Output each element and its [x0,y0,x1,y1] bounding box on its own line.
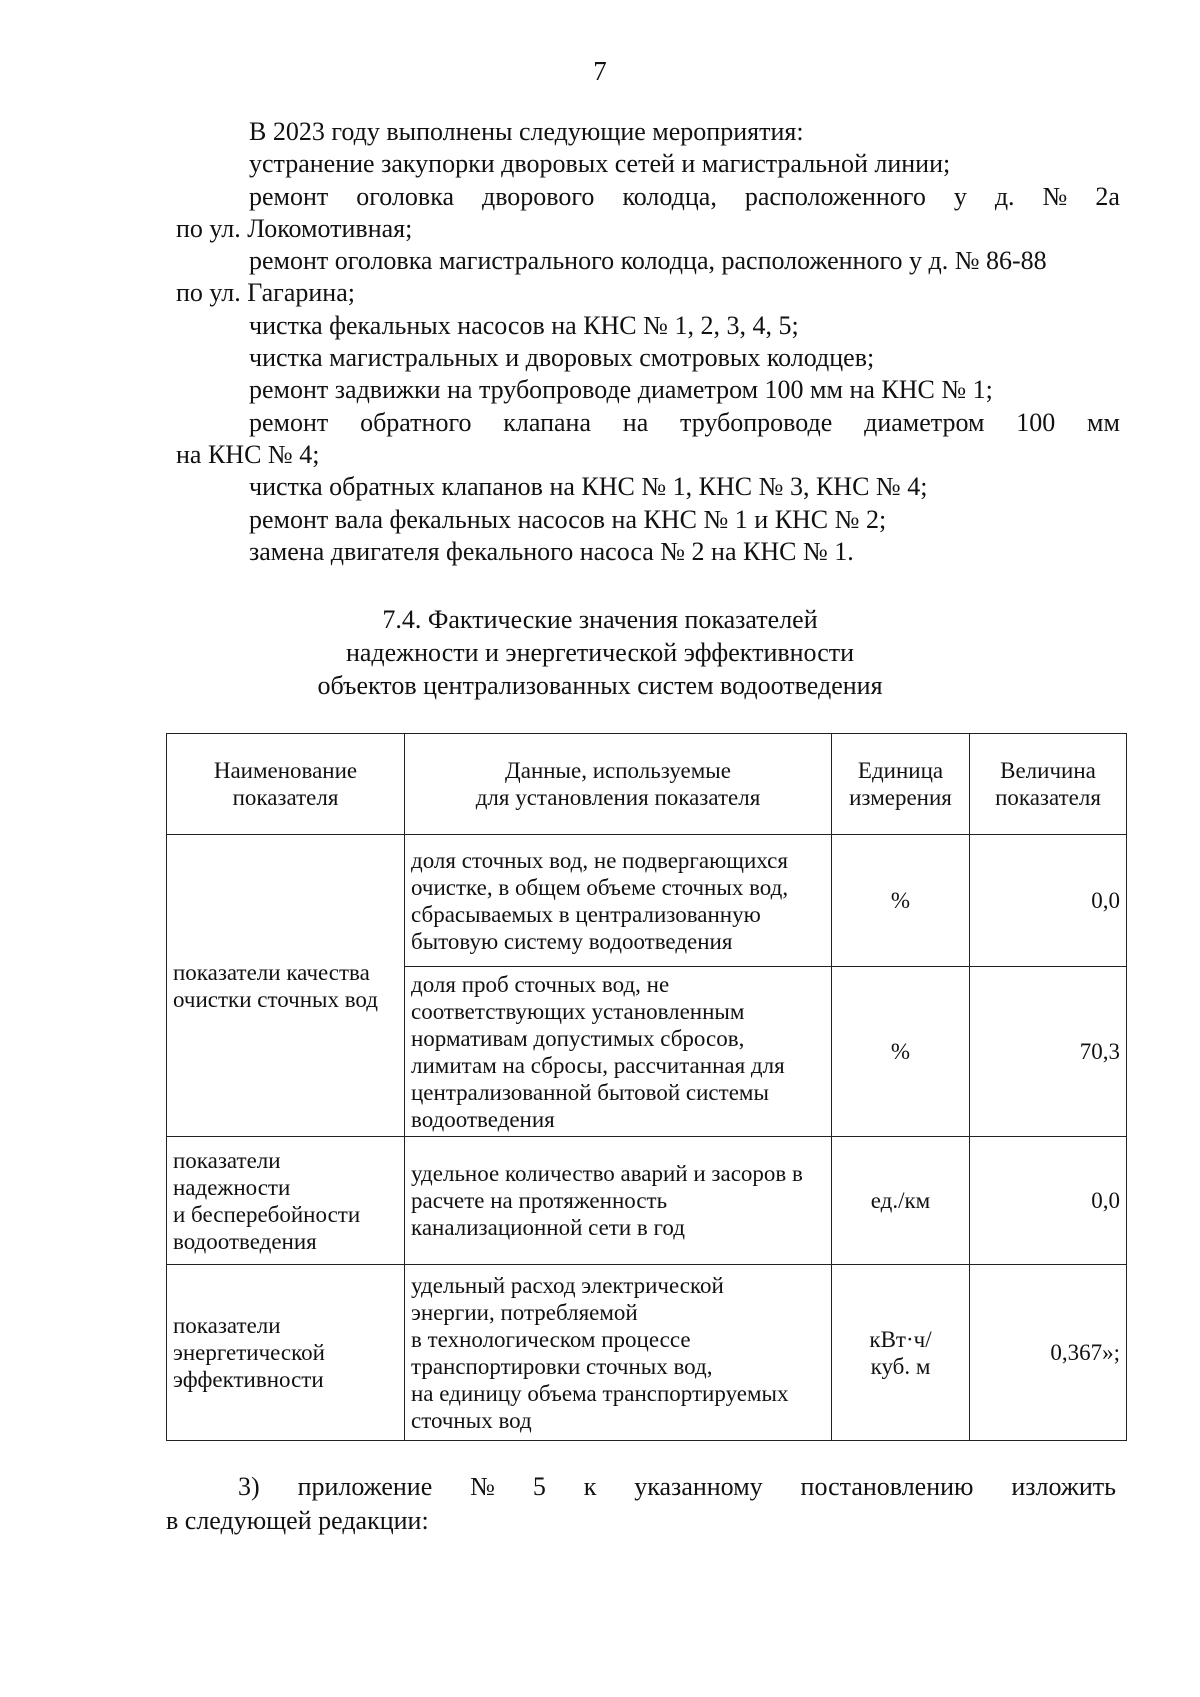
word: клапана [503,407,591,437]
word: постановлению [800,1472,974,1501]
value-cell: 70,3 [970,967,1127,1137]
word: дворового [481,181,595,211]
unit-cell: % [832,835,970,967]
word: ремонт [249,181,329,211]
unit-cell: % [832,967,970,1137]
word: 5 [532,1472,546,1501]
list-item: чистка обратных клапанов на КНС № 1, КНС № 3, КНС № 4; [249,472,928,502]
word: у [953,181,967,211]
value-cell: 0,0 [970,835,1127,967]
source-data-cell: удельное количество аварий и засоров в расчете на протяженность канализационной сети в год [405,1137,832,1265]
word: к [583,1472,597,1501]
section-title-line: надежности и энергетической эффективности [345,638,855,667]
word: колодца, [622,181,717,211]
closing-paragraph [166,1470,1116,1538]
word: расположенного [744,181,926,211]
closing-line: в следующей редакции: [166,1506,429,1535]
word: оголовка [356,181,454,211]
source-data-cell: удельный расход электрической энергии, потребляемой в технологическом процессе транспортировки сточных вод, на единицу объема транспортируемых сточных вод [405,1265,832,1441]
list-item-justified [176,407,1120,439]
list-item: устранение закупорки дворовых сетей и магистральной линии; [249,149,951,179]
word: № [470,1472,495,1501]
indicators-table [166,733,1127,1441]
word: № [1042,181,1068,211]
list-item: ремонт вала фекальных насосов на КНС № 1 и КНС № 2; [249,504,887,534]
indicator-name-cell: показатели энергетической эффективности [167,1265,405,1441]
list-item: замена двигателя фекального насоса № 2 на КНС № 1. [249,536,854,566]
indicator-name-cell: показатели надежности и бесперебойности водоотведения [167,1137,405,1265]
value-cell: 0,0 [970,1137,1127,1265]
closing-line-justified [166,1470,1116,1504]
word: на [622,407,649,437]
word: 3) [238,1472,260,1501]
list-item-continuation: по ул. Гагарина; [176,278,355,308]
source-data-cell: доля проб сточных вод, не соответствующих установленным нормативам допустимых сбросов, лимитам на сбросы, рассчитанная для централизованной бытовой системы водоотведения [405,967,832,1137]
list-item: ремонт оголовка магистрального колодца, расположенного у д. № 86-88 [249,246,1047,276]
word: д. [994,181,1015,211]
word: обратного [360,407,472,437]
list-item: чистка фекальных насосов на КНС № 1, 2, 3, 4, 5; [249,310,799,340]
body-text [176,116,1120,568]
value-cell: 0,367»; [970,1265,1127,1441]
section-title [0,603,1200,702]
header-unit: Единица измерения [832,734,970,835]
table-header-row [167,734,1127,835]
table-row [167,1137,1127,1265]
word: 100 [1016,407,1056,437]
intro-paragraph: В 2023 году выполнены следующие мероприятия: [249,117,804,146]
header-value: Величина показателя [970,734,1127,835]
table-row [167,1265,1127,1441]
word: трубопроводе [680,407,833,437]
unit-cell: кВт·ч/ куб. м [832,1265,970,1441]
table-row [167,835,1127,967]
list-item-continuation: по ул. Локомотивная; [176,213,413,243]
page-number: 7 [593,56,607,86]
header-source-data: Данные, используемые для установления показателя [405,734,832,835]
section-title-line: 7.4. Фактические значения показателей [382,605,818,634]
word: указанному [634,1472,763,1501]
list-item: ремонт задвижки на трубопроводе диаметром 100 мм на КНС № 1; [249,375,993,405]
word: изложить [1011,1472,1116,1501]
list-item-continuation: на КНС № 4; [176,439,320,469]
word: ремонт [249,407,329,437]
source-data-cell: доля сточных вод, не подвергающихся очистке, в общем объеме сточных вод, сбрасываемых в централизованную бытовую систему водоотведения [405,835,832,967]
word: приложение [297,1472,433,1501]
indicator-name-cell: показатели качества очистки сточных вод [167,835,405,1137]
list-item: чистка магистральных и дворовых смотровых колодцев; [249,343,875,373]
unit-cell: ед./км [832,1137,970,1265]
header-indicator-name: Наименование показателя [167,734,405,835]
list-item-justified [176,181,1120,213]
word: мм [1087,407,1120,437]
word: 2а [1095,181,1120,211]
section-title-line: объектов централизованных систем водоотведения [317,671,883,700]
word: диаметром [864,407,985,437]
